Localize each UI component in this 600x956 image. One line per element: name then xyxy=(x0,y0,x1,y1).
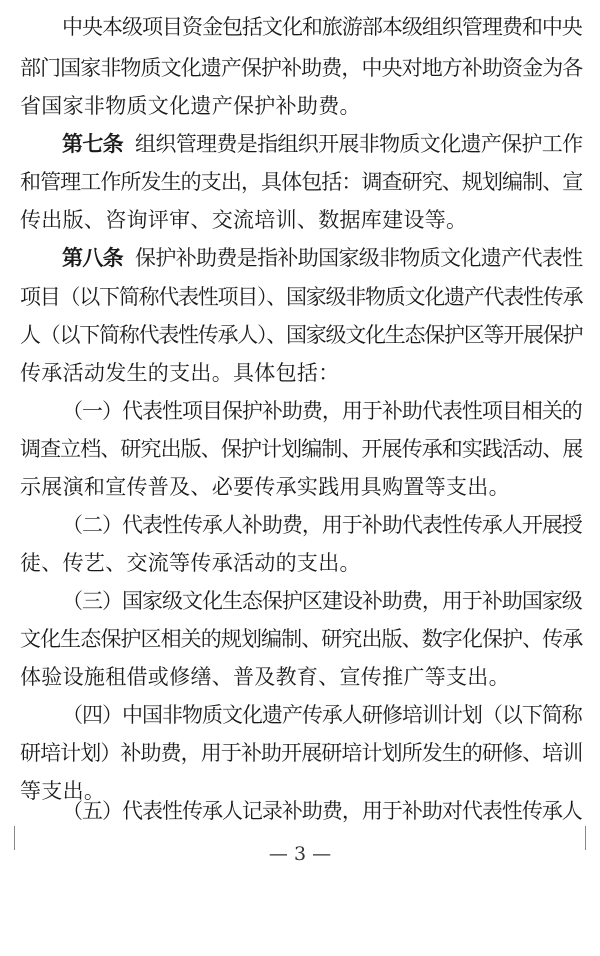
text-line: 传出版、咨询评审、交流培训、数据库建设等。 xyxy=(20,208,468,232)
text-line: 部门国家非物质文化遗产保护补助费，中央对地方补助资金为各 xyxy=(20,56,583,80)
text-line: （三）国家级文化生态保护区建设补助费，用于补助国家级 xyxy=(62,589,582,613)
article-7-line: 第七条 组织管理费是指组织开展非物质文化遗产保护工作 xyxy=(62,131,583,156)
text-line: 调查立档、研究出版、保护计划编制、开展传承和实践活动、展 xyxy=(20,437,583,461)
text-line: （一）代表性项目保护补助费，用于补助代表性项目相关的 xyxy=(62,399,582,423)
text-line: 等支出。 xyxy=(20,779,106,803)
page-number: — 3 — xyxy=(268,843,332,865)
text-line: 传承活动发生的支出。具体包括： xyxy=(20,361,340,385)
text-line: 中央本级项目资金包括文化和旅游部本级组织管理费和中央 xyxy=(62,15,582,39)
text-line: 省国家非物质文化遗产保护补助费。 xyxy=(20,94,361,118)
article-heading: 第七条 xyxy=(62,131,124,156)
text-line: 项目（以下简称代表性项目）、国家级非物质文化遗产代表性传承 xyxy=(20,285,583,309)
text-line: 人（以下简称代表性传承人）、国家级文化生态保护区等开展保护 xyxy=(20,323,583,347)
text-line: 和管理工作所发生的支出，具体包括：调查研究、规划编制、宣 xyxy=(20,170,583,194)
text-line: （二）代表性传承人补助费，用于补助代表性传承人开展授 xyxy=(62,513,582,537)
text-line: （五）代表性传承人记录补助费，用于补助对代表性传承人 xyxy=(62,799,582,823)
text-line: 体验设施租借或修缮、普及教育、宣传推广等支出。 xyxy=(20,665,510,689)
article-heading: 第八条 xyxy=(62,245,124,270)
text-line: 研培计划）补助费，用于补助开展研培计划所发生的研修、培训 xyxy=(20,741,583,765)
article-8-line: 第八条 保护补助费是指补助国家级非物质文化遗产代表性 xyxy=(62,245,583,270)
text-line: 示展演和宣传普及、必要传承实践用具购置等支出。 xyxy=(20,475,510,499)
text-line: （四）中国非物质文化遗产传承人研修培训计划（以下简称 xyxy=(62,703,582,727)
text-line: 文化生态保护区相关的规划编制、研究出版、数字化保护、传承 xyxy=(20,627,583,651)
text-line: 徒、传艺、交流等传承活动的支出。 xyxy=(20,551,361,575)
